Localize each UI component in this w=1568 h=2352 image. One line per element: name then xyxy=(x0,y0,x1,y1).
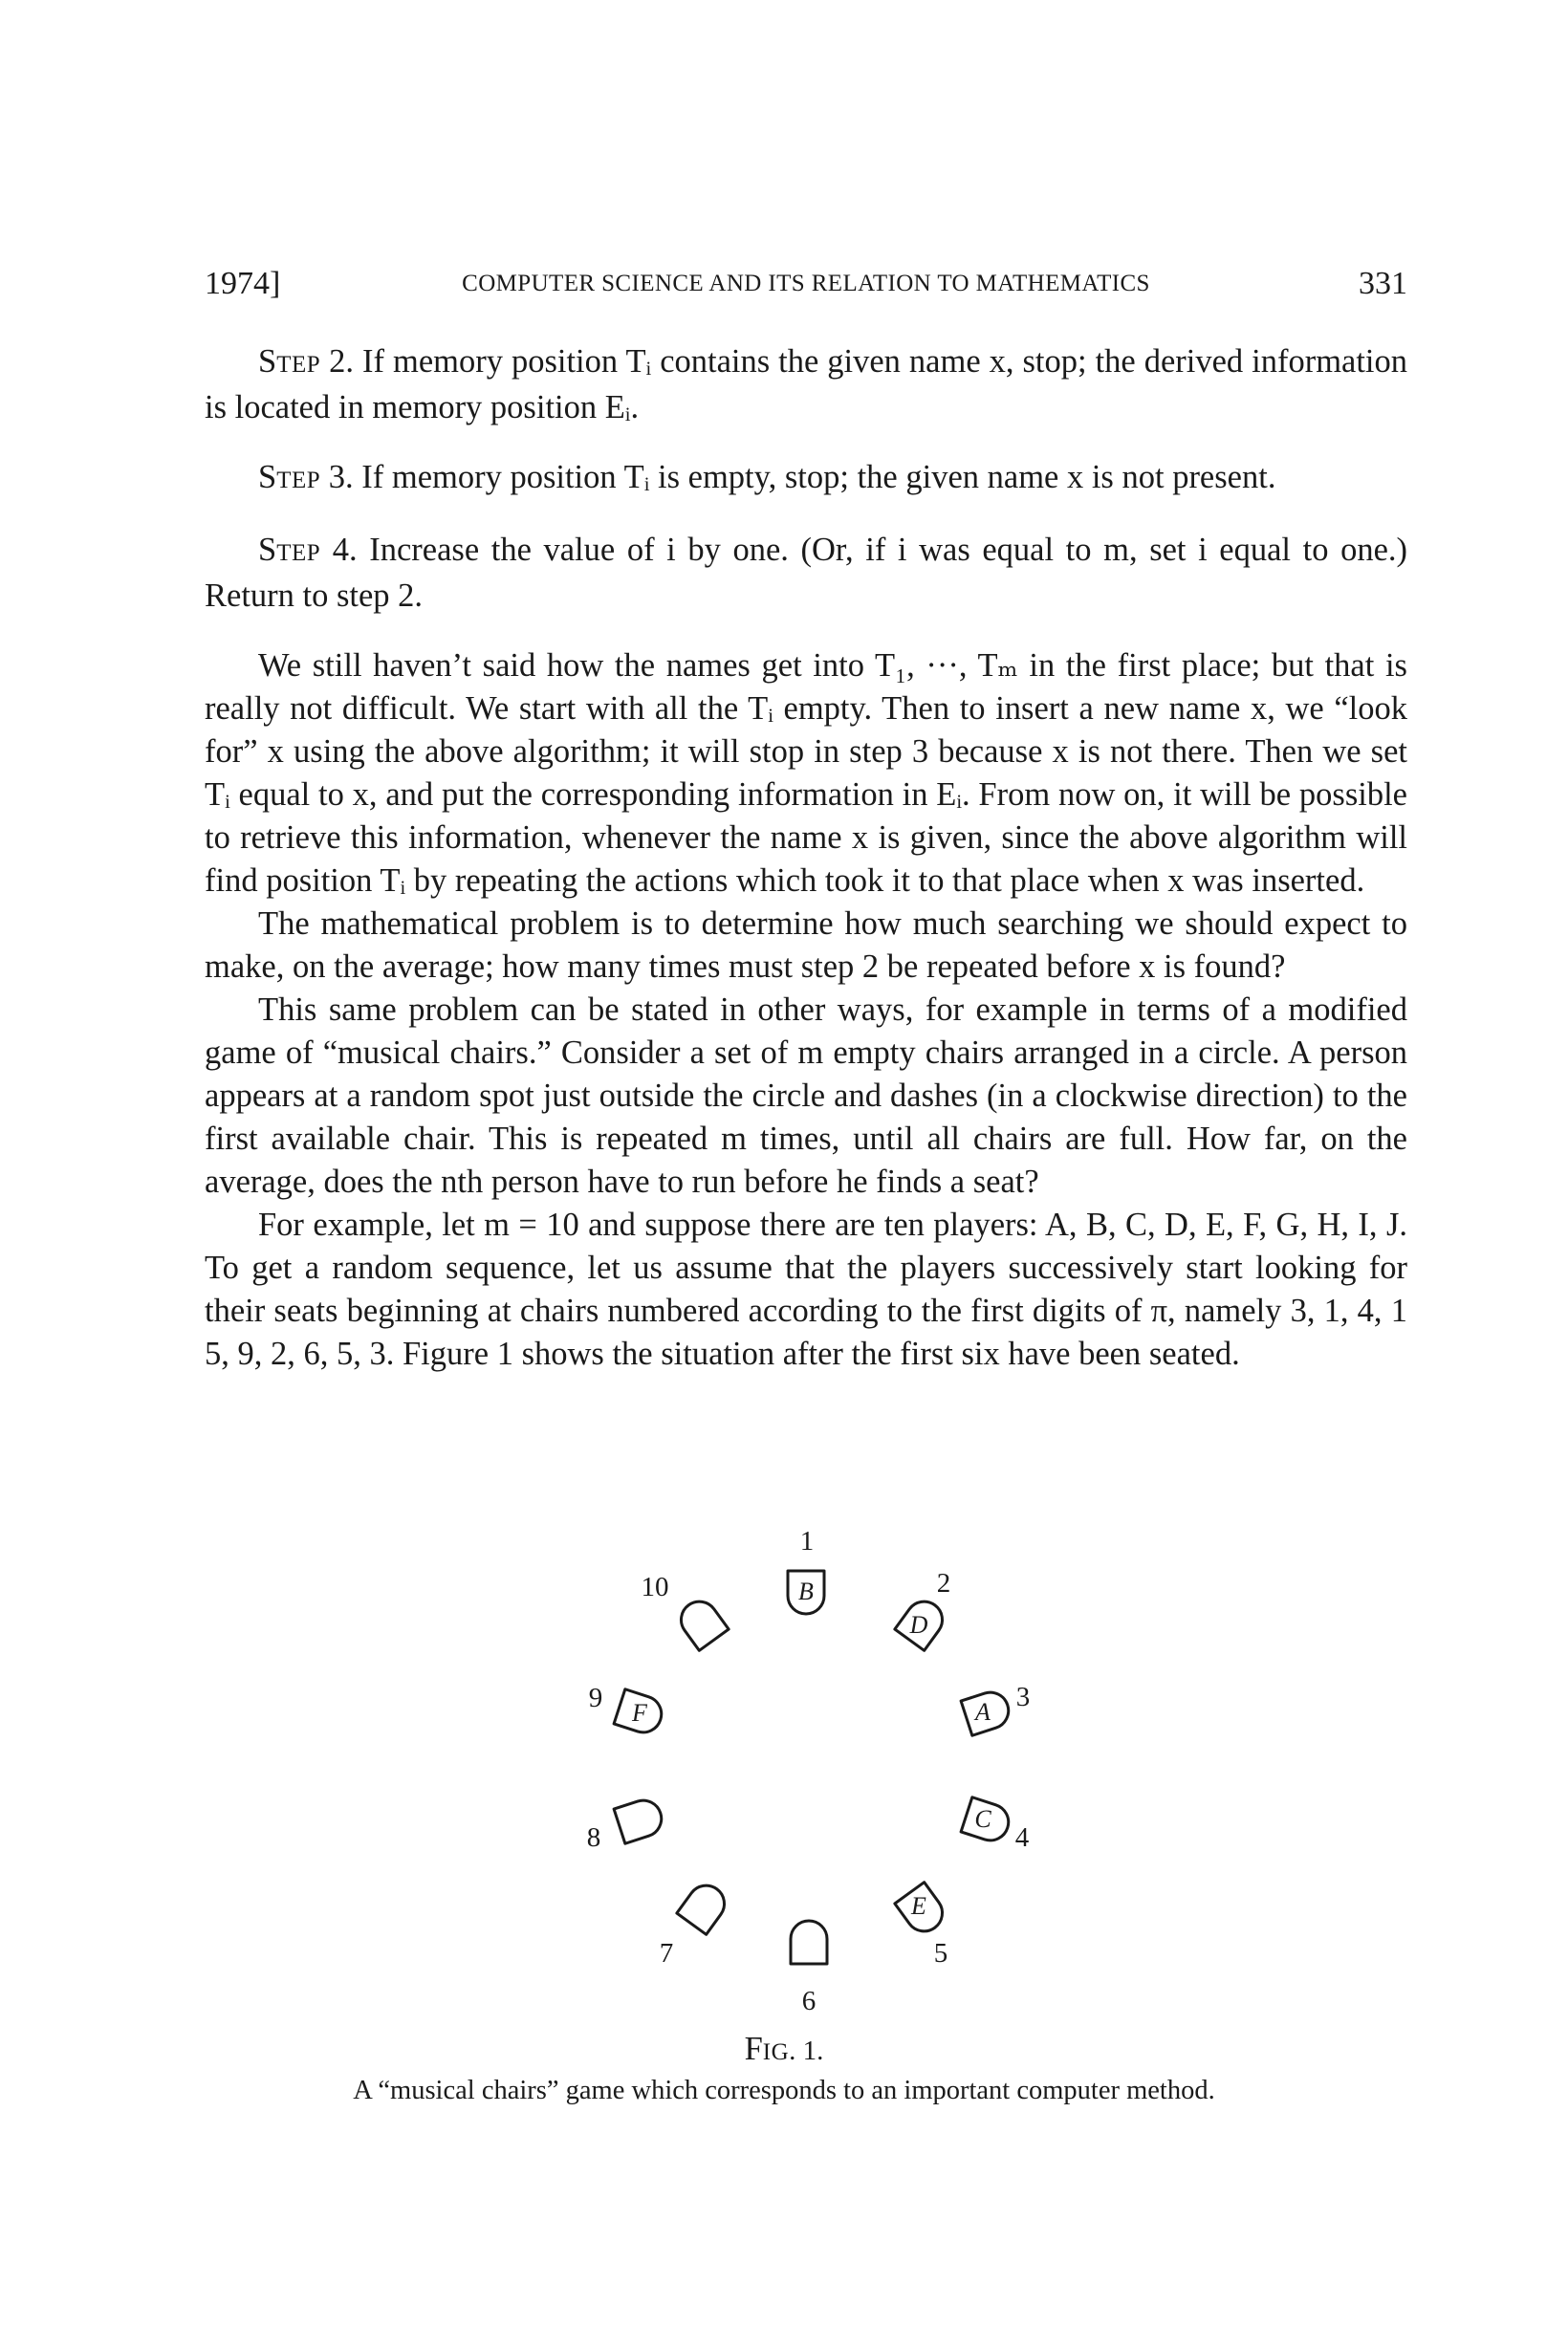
header-year: 1974] xyxy=(205,266,281,301)
running-header xyxy=(205,266,1407,323)
musical-chairs-figure xyxy=(555,1511,1090,2046)
chair-occupant-2: D xyxy=(909,1611,928,1639)
page-number: 331 xyxy=(1359,266,1407,301)
step-label: STEP xyxy=(258,532,321,568)
figure-label: FIG. 1. xyxy=(744,2031,824,2067)
step-number: 2. xyxy=(329,343,355,380)
chair-number-8: 8 xyxy=(586,1822,601,1853)
chair-number-7: 7 xyxy=(659,1938,674,1969)
step-text: If memory position Tᵢ is empty, stop; the given name x is not present. xyxy=(361,459,1276,495)
chair-occupant-5: E xyxy=(911,1892,926,1920)
figure-caption: A “musical chairs” game which corresponds to an important computer method. xyxy=(353,2076,1215,2105)
chair-8-shape xyxy=(614,1796,666,1843)
chair-occupant-9: F xyxy=(632,1699,647,1727)
chair-number-10: 10 xyxy=(641,1572,669,1602)
chair-number-5: 5 xyxy=(933,1938,948,1969)
step-label: STEP xyxy=(258,459,321,495)
body-text xyxy=(205,340,1407,1376)
step-text: If memory position Tᵢ contains the given name x, stop; the derived information is located in memory position Eᵢ. xyxy=(205,343,1408,425)
paragraph-insertion: We still haven’t said how the names get into T₁, ···, Tₘ in the first place; but that is really not difficult. We start with all the Tᵢ empty. Then to insert a new name x, we “look for” x using the above algorithm; it will stop in step 3 because x is not there. Then we set Tᵢ equal to x, and put the corresponding information in Eᵢ. From now on, it will be possible to retrieve this information, whenever the name x is given, since the above algorithm will find position Tᵢ by repeating the actions which took it to that place when x was inserted. xyxy=(205,647,1407,899)
paragraph-musical-chairs: This same problem can be stated in other ways, for example in terms of a modified game of “musical chairs.” Consider a set of m empty chairs arranged in a circle. A person appears at a random spot just outside the circle and dashes (in a clockwise direction) to the first available chair. This is repeated m times, until all chairs are full. How far, on the average, does the nth person have to run before he finds a seat? xyxy=(205,991,1407,1200)
paragraph-example: For example, let m = 10 and suppose there are ten players: A, B, C, D, E, F, G, H, I, J. To get a random sequence, let us assume that the players successively start looking for their seats beginning at chairs numbered according to the first digits of π, namely 3, 1, 4, 1 5, 9, 2, 6, 5, 3. Figure 1 shows the situation after the first six have been seated. xyxy=(205,1207,1407,1372)
step-text: Increase the value of i by one. (Or, if i was equal to m, set i equal to one.) Return to step 2. xyxy=(205,532,1407,614)
chair-occupant-3: A xyxy=(975,1698,991,1726)
chair-6-shape xyxy=(791,1921,827,1964)
algorithm-step-4 xyxy=(205,529,1407,618)
chair-number-6: 6 xyxy=(801,1986,817,2016)
header-title: COMPUTER SCIENCE AND ITS RELATION TO MATHEMATICS xyxy=(462,271,1150,296)
algorithm-step-3 xyxy=(205,456,1407,502)
chair-number-1: 1 xyxy=(799,1526,815,1557)
step-number: 4. xyxy=(332,532,358,568)
step-number: 3. xyxy=(328,459,354,495)
chair-occupant-1: B xyxy=(798,1578,814,1605)
chair-number-3: 3 xyxy=(1015,1682,1031,1712)
chair-10-shape xyxy=(674,1595,729,1651)
chair-number-2: 2 xyxy=(936,1568,951,1599)
paragraph-problem: The mathematical problem is to determine how much searching we should expect to make, on the average; how many times must step 2 be repeated before x is found? xyxy=(205,905,1407,985)
algorithm-step-2 xyxy=(205,340,1407,429)
chair-7-shape xyxy=(677,1879,731,1935)
chair-occupant-4: C xyxy=(974,1805,991,1833)
step-label: STEP xyxy=(258,343,321,380)
chair-number-9: 9 xyxy=(588,1683,603,1713)
chair-number-4: 4 xyxy=(1014,1822,1030,1853)
